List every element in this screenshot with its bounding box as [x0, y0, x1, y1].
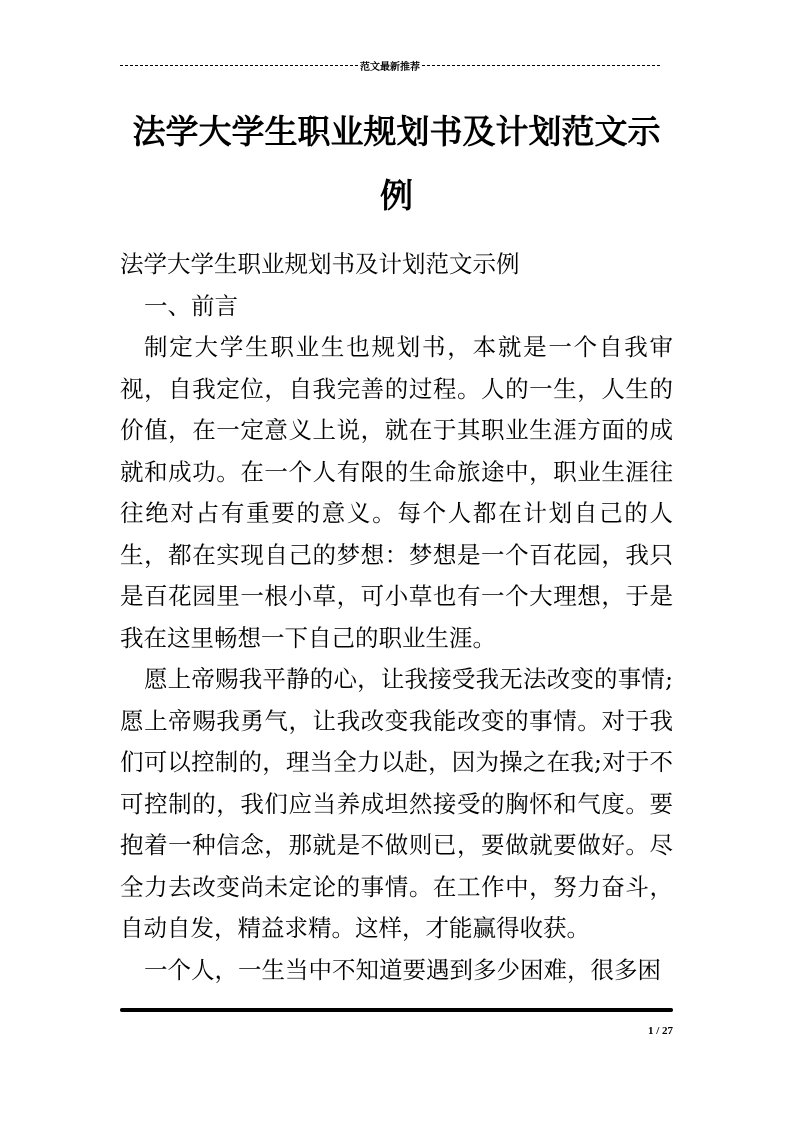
- header-dash-left: [120, 65, 358, 66]
- header-dash-right: [422, 65, 660, 66]
- paragraph: 制定大学生职业生也规划书，本就是一个自我审视，自我定位，自我完善的过程。人的一生，人生的价值，在一定意义上说，就在于其职业生涯方面的成就和成功。在一个人有限的生命旅途中，职业生涯往往绝对占有重要的意义。每个人都在计划自己的人生，都在实现自己的梦想：梦想是一个百花园，我只是百花园里一根小草，可小草也有一个大理想，于是我在这里畅想一下自己的职业生涯。: [120, 333, 673, 652]
- header-label: 范文最新推荐: [360, 61, 420, 73]
- footer-rule: [120, 1008, 673, 1012]
- header-rule: [120, 58, 660, 72]
- document-body: [120, 244, 673, 991]
- document-title: 法学大学生职业规划书及计划范文示例: [132, 112, 661, 215]
- document-subtitle: 法学大学生职业规划书及计划范文示例: [120, 250, 520, 278]
- paragraph: 愿上帝赐我平静的心，让我接受我无法改变的事情;愿上帝赐我勇气，让我改变我能改变的事情。对于我们可以控制的，理当全力以赴，因为操之在我;对于不可控制的，我们应当养成坦然接受的胸怀和气度。要抱着一种信念，那就是不做则已，要做就要做好。尽全力去改变尚未定论的事情。在工作中，努力奋斗，自动自发，精益求精。这样，才能赢得收获。: [120, 665, 673, 942]
- section-heading: 一、前言: [144, 291, 238, 320]
- paragraph: 一个人，一生当中不知道要遇到多少困难，很多困: [144, 955, 661, 984]
- page-number: 1 / 27: [647, 1025, 673, 1037]
